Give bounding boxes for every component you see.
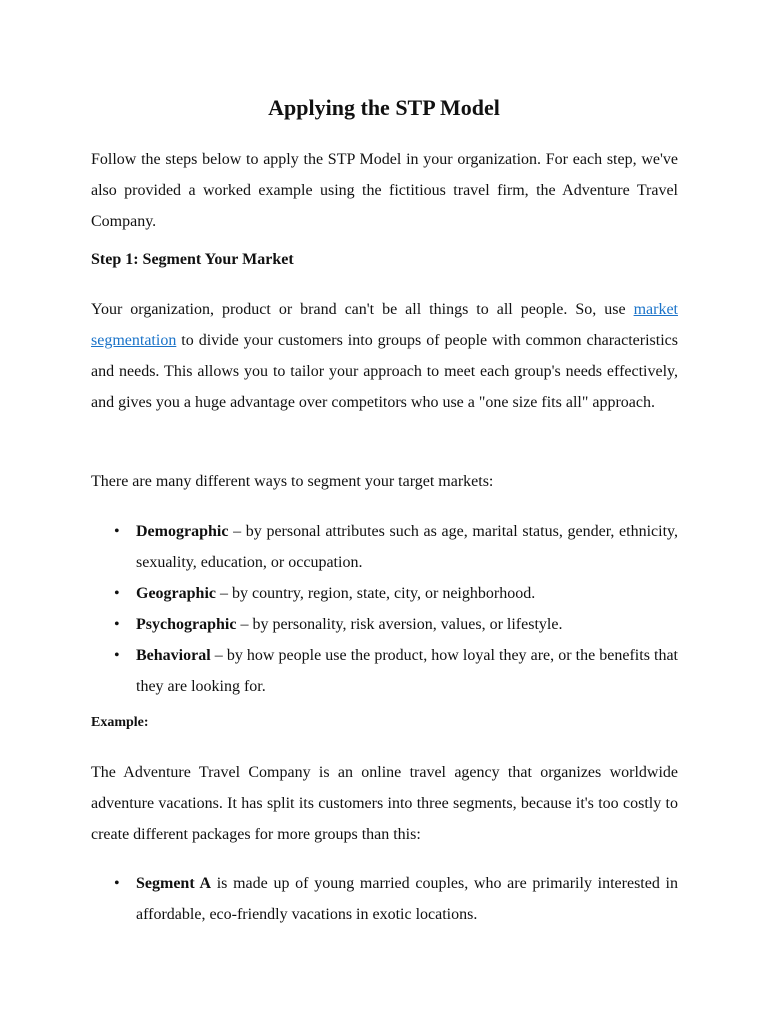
bullet-icon: • — [114, 616, 120, 633]
segmentation-text-end: to divide your customers into groups of people with common characteristics and needs. This allows you to tailor your approach to meet each group's needs effectively, and gives you a huge advantage over competitors who use a "one size fits all" approach. — [91, 332, 678, 411]
segment-term: Segment A — [136, 875, 212, 892]
bullet-icon: • — [114, 585, 120, 602]
bullet-icon: • — [114, 523, 120, 540]
list-item — [91, 609, 678, 640]
market-segmentation-link[interactable]: market segmentation — [91, 301, 678, 349]
list-item — [91, 868, 678, 930]
segment-desc: – by country, region, state, city, or neighborhood. — [216, 585, 536, 602]
list-item — [91, 640, 678, 702]
segment-term: Behavioral — [136, 647, 211, 664]
bullet-icon: • — [114, 875, 120, 892]
example-paragraph: The Adventure Travel Company is an online travel agency that organizes worldwide adventure vacations. It has split its customers into three segments, because it's too costly to create different packages for more groups than this: — [91, 764, 678, 843]
segment-desc: is made up of young married couples, who are primarily interested in affordable, eco-friendly vacations in exotic locations. — [136, 875, 678, 923]
segment-types-list — [91, 516, 678, 702]
bullet-icon: • — [114, 647, 120, 664]
segment-term: Psychographic — [136, 616, 237, 633]
example-segments-list — [91, 868, 678, 930]
step1-heading: Step 1: Segment Your Market — [91, 251, 294, 268]
ways-intro-paragraph: There are many different ways to segment your target markets: — [91, 473, 494, 490]
segment-desc: – by personal attributes such as age, marital status, gender, ethnicity, sexuality, education, or occupation. — [136, 523, 678, 571]
segmentation-text-start: Your organization, product or brand can't be all things to all people. So, use — [91, 301, 634, 318]
segment-term: Demographic — [136, 523, 229, 540]
segment-desc: – by personality, risk aversion, values, or lifestyle. — [236, 616, 563, 633]
list-item — [91, 516, 678, 578]
page-title: Applying the STP Model — [268, 95, 500, 120]
list-item — [91, 578, 678, 609]
segment-term: Geographic — [136, 585, 216, 602]
example-heading: Example: — [91, 715, 149, 730]
intro-paragraph: Follow the steps below to apply the STP Model in your organization. For each step, we've also provided a worked example using the fictitious travel firm, the Adventure Travel Company. — [91, 151, 678, 230]
segmentation-paragraph — [91, 294, 678, 418]
segment-desc: – by how people use the product, how loyal they are, or the benefits that they are looking for. — [136, 647, 678, 695]
